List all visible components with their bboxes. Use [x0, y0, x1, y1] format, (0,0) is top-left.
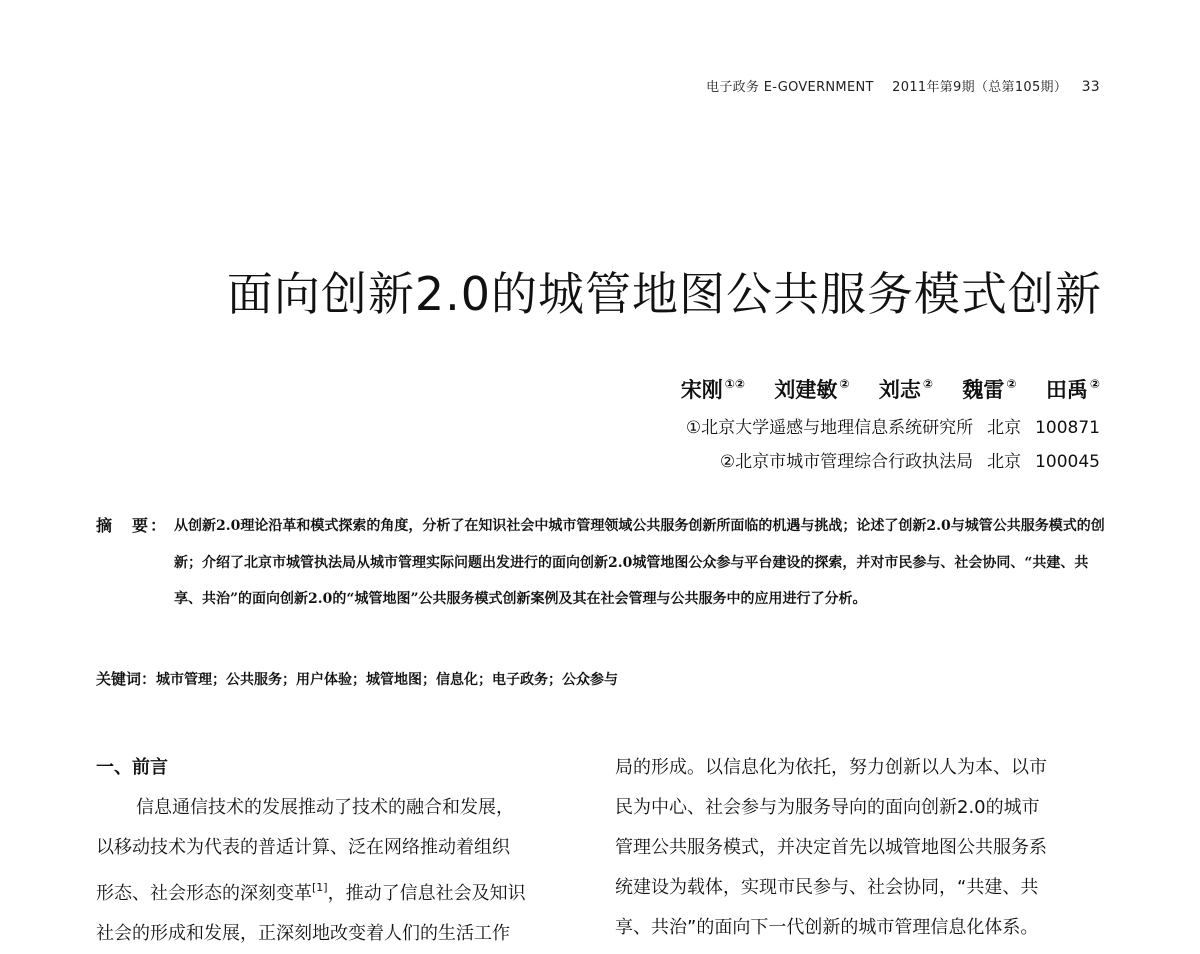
author: 魏雷 ②	[962, 377, 1017, 402]
body-line: 管理公共服务模式，并决定首先以城管地图公共服务系	[615, 837, 1047, 858]
keywords	[96, 668, 1108, 689]
citation: [1]	[312, 881, 328, 894]
issue-info: 2011年第9期（总第105期）	[892, 80, 1068, 95]
author: 田禹 ②	[1045, 377, 1100, 402]
abstract-text: 从创新2.0理论沿革和模式探索的角度，分析了在知识社会中城市管理领域公共服务创新所面临的机遇与挑战；论述了创新2.0与城管公共服务模式的创新；介绍了北京市城管执法局从城市管理实际问题出发进行的面向创新2.0城管地图公众参与平台建设的探索，并对市民参与、社会协同、“共建、共享、共治”的面向创新2.0的“城管地图”公共服务模式创新案例及其在社会管理与公共服务中的应用进行了分析。	[174, 518, 1105, 607]
affiliation: ②北京市城市管理综合行政执法局 北京 100045	[719, 452, 1100, 472]
body-line: 民为中心、社会参与为服务导向的面向创新2.0的城市	[615, 797, 1040, 818]
body-column-left	[96, 748, 586, 954]
body-line: 局的形成。以信息化为依托，努力创新以人为本、以市	[615, 757, 1047, 778]
abstract	[96, 508, 1108, 618]
affiliation: ①北京大学遥感与地理信息系统研究所 北京 100871	[685, 418, 1100, 438]
body-line: 形态、社会形态的深刻变革[1]，推动了信息社会及知识	[96, 881, 526, 904]
running-header	[706, 76, 1100, 95]
author: 刘志 ②	[878, 377, 934, 402]
body-column-right	[615, 748, 1105, 948]
keywords-text: 城市管理；公共服务；用户体验；城管地图；信息化；电子政务；公众参与	[156, 672, 619, 688]
body-line: 享、共治”的面向下一代创新的城市管理信息化体系。	[615, 917, 1039, 938]
author-list	[659, 374, 1100, 404]
paper-title: 面向创新2.0的城管地图公共服务模式创新	[226, 267, 1102, 321]
keywords-label: 关键词：	[96, 670, 157, 688]
abstract-label: 摘 要：	[96, 516, 169, 535]
journal-name: 电子政务 E-GOVERNMENT	[706, 80, 874, 95]
body-line: 信息通信技术的发展推动了技术的融合和发展，	[136, 797, 514, 818]
author: 宋刚 ①②	[680, 377, 746, 402]
author: 刘建敏 ②	[774, 377, 850, 402]
body-line: 社会的形成和发展，正深刻地改变着人们的生活工作	[96, 923, 510, 944]
body-line: 以移动技术为代表的普适计算、泛在网络推动着组织	[96, 837, 510, 858]
page-number: 33	[1081, 79, 1100, 95]
body-line: 统建设为载体，实现市民参与、社会协同，“共建、共	[615, 877, 1039, 898]
section-heading: 一、前言	[96, 757, 168, 778]
